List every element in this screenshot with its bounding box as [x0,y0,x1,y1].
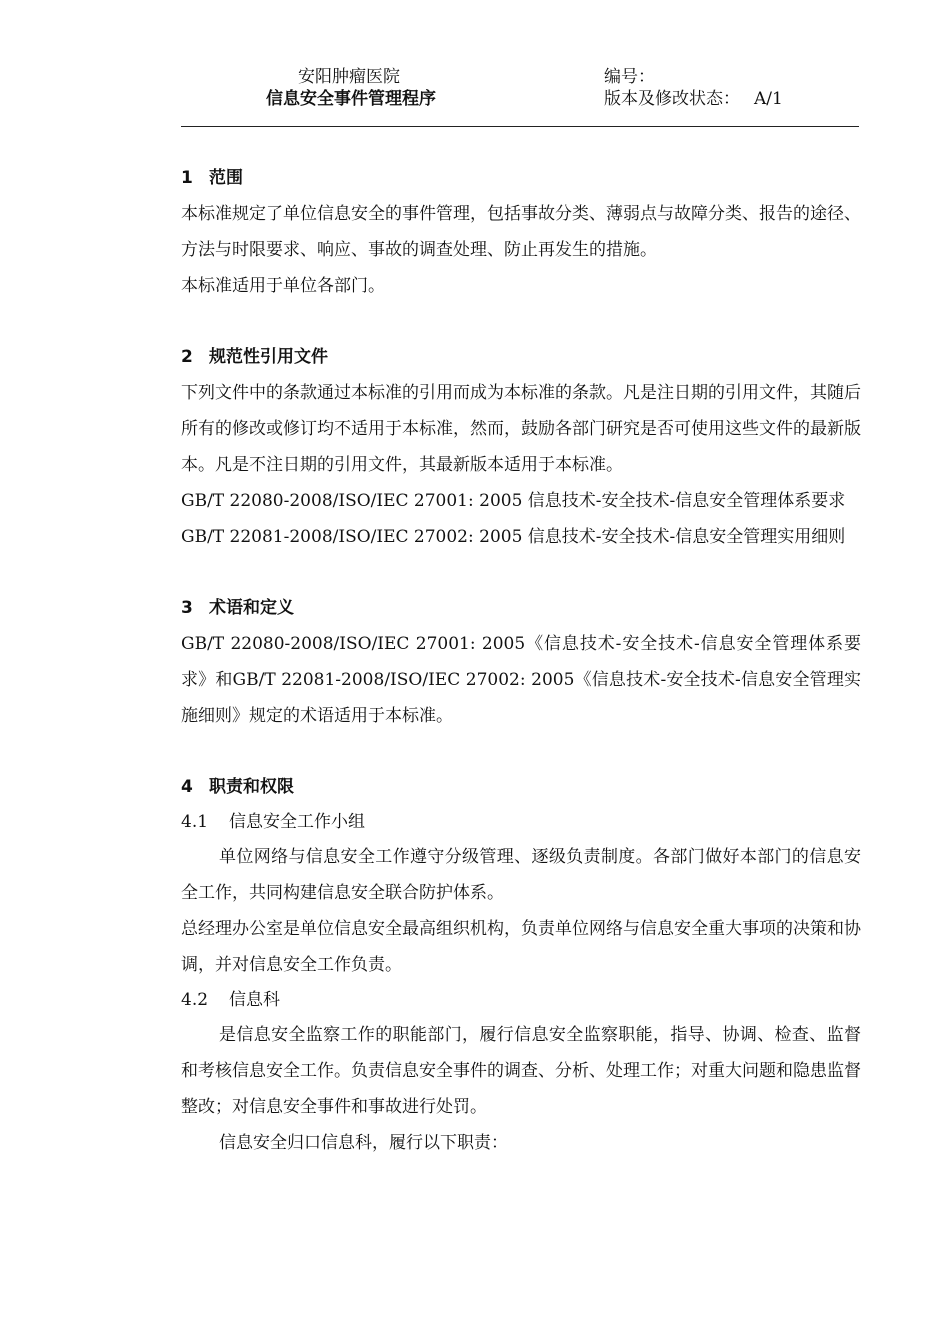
subsection-number: 4.1 [181,812,209,832]
reference-item: GB/T 22080-2008/ISO/IEC 27001: 2005 信息技术-安全技术-信息安全管理体系要求 [181,491,846,511]
paragraph: 信息安全归口信息科，履行以下职责： [219,1133,508,1153]
header-divider [181,126,859,127]
section-number: 1 [181,168,193,188]
subsection-title: 信息安全工作小组 [229,812,365,832]
section-heading [181,160,861,196]
hospital-name: 安阳肿瘤医院 [298,67,400,87]
section-title: 职责和权限 [209,777,294,797]
document-title: 信息安全事件管理程序 [266,89,436,109]
paragraph: 总经理办公室是单位信息安全最高组织机构，负责单位网络与信息安全重大事项的决策和协调，并对信息安全工作负责。 [181,919,861,975]
version-label: 版本及修改状态： [604,89,740,109]
subsection-title: 信息科 [229,990,280,1010]
spacer [181,734,861,769]
section-number: 2 [181,347,193,367]
section-number: 3 [181,598,193,618]
section-number: 4 [181,777,193,797]
subsection-heading [181,983,861,1017]
spacer [181,555,861,590]
section-title: 术语和定义 [209,598,294,618]
version-status [604,88,783,110]
paragraph: 本标准适用于单位各部门。 [181,276,385,296]
section-title: 规范性引用文件 [209,347,328,367]
spacer [181,304,861,339]
document-body [181,160,861,1161]
paragraph: 本标准规定了单位信息安全的事件管理，包括事故分类、薄弱点与故障分类、报告的途径、方法与时限要求、响应、事故的调查处理、防止再发生的措施。 [181,204,861,260]
section-heading [181,769,861,805]
document-code-label: 编号： [604,67,655,87]
paragraph: 是信息安全监察工作的职能部门，履行信息安全监察职能，指导、协调、检查、监督和考核信息安全工作。负责信息安全事件的调查、分析、处理工作；对重大问题和隐患监督整改；对信息安全事件和事故进行处罚。 [181,1025,861,1117]
section-heading [181,339,861,375]
subsection-number: 4.2 [181,990,209,1010]
section-heading [181,590,861,626]
paragraph: 下列文件中的条款通过本标准的引用而成为本标准的条款。凡是注日期的引用文件，其随后所有的修改或修订均不适用于本标准，然而，鼓励各部门研究是否可使用这些文件的最新版本。凡是不注日期的引用文件，其最新版本适用于本标准。 [181,383,861,475]
reference-item: GB/T 22081-2008/ISO/IEC 27002: 2005 信息技术-安全技术-信息安全管理实用细则 [181,527,846,547]
section-title: 范围 [209,168,243,188]
version-value: A/1 [754,89,783,109]
paragraph: 单位网络与信息安全工作遵守分级管理、逐级负责制度。各部门做好本部门的信息安全工作，共同构建信息安全联合防护体系。 [181,847,861,903]
subsection-heading [181,805,861,839]
paragraph: GB/T 22080-2008/ISO/IEC 27001: 2005《信息技术-安全技术-信息安全管理体系要求》和GB/T 22081-2008/ISO/IEC 27002: 2005《信息技术-安全技术-信息安全管理实施细则》规定的术语适用于本标准。 [181,634,861,726]
